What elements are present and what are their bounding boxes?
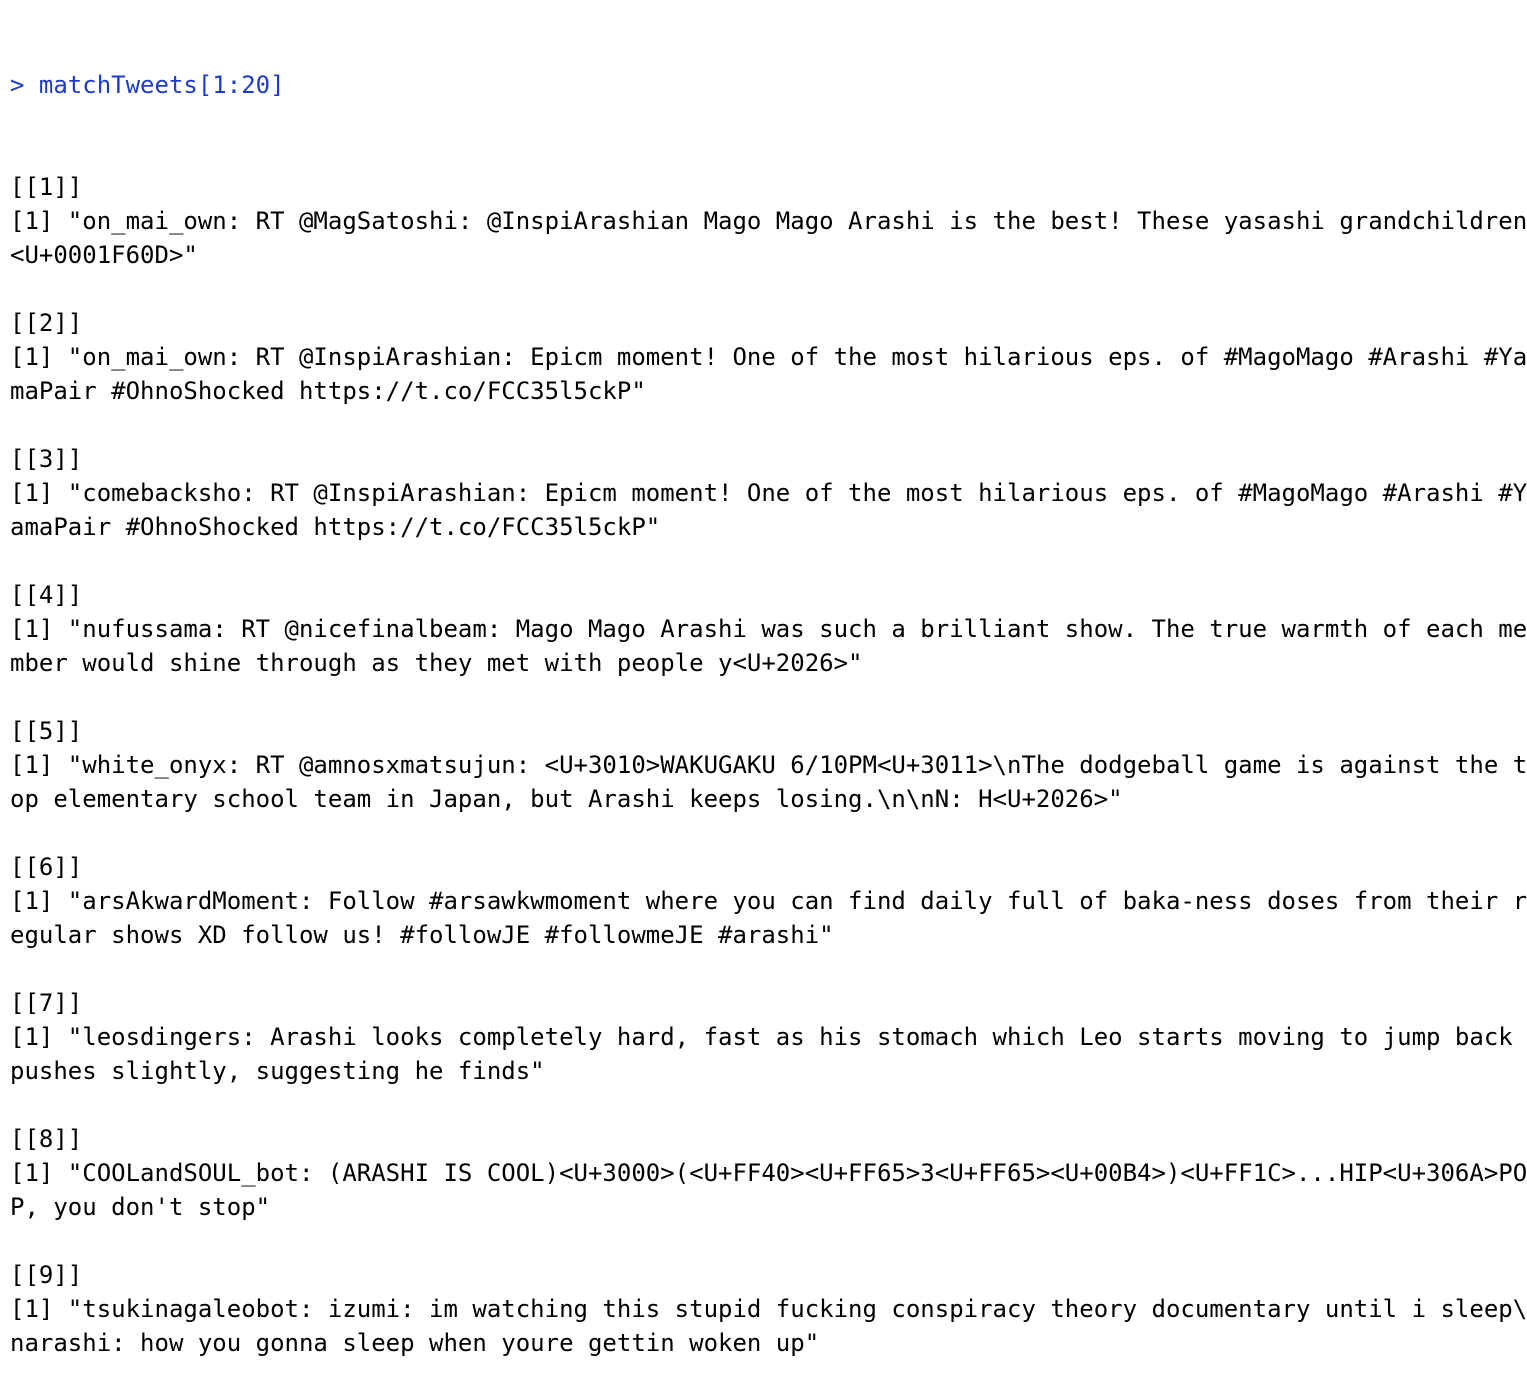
entry-text-line: amaPair #OhnoShocked https://t.co/FCC35l5ckP" — [10, 513, 661, 541]
entry-text-line: <U+0001F60D>" — [10, 241, 198, 269]
command-line[interactable] — [10, 68, 1518, 102]
blank-line — [10, 952, 1518, 986]
prompt-symbol: > — [10, 71, 39, 99]
entry-text-line: pushes slightly, suggesting he finds" — [10, 1057, 545, 1085]
entry-text-line: [1] "on_mai_own: RT @MagSatoshi: @InspiArashian Mago Mago Arashi is the best! These yasashi grandchildren — [10, 207, 1527, 235]
entry-index: [[8]] — [10, 1125, 83, 1153]
output-entry — [10, 442, 1527, 578]
entry-text-line: [1] "arsAkwardMoment: Follow #arsawkwmoment where you can find daily full of baka-ness doses from their r — [10, 887, 1527, 915]
blank-line — [10, 408, 1518, 442]
entry-index: [[1]] — [10, 173, 83, 201]
entry-index: [[2]] — [10, 309, 83, 337]
output-entries — [10, 170, 1527, 1360]
entry-text-line: P, you don't stop" — [10, 1193, 271, 1221]
entry-text-line: narashi: how you gonna sleep when youre gettin woken up" — [10, 1329, 820, 1357]
entry-text-line: maPair #OhnoShocked https://t.co/FCC35l5ckP" — [10, 377, 646, 405]
entry-text-line: [1] "leosdingers: Arashi looks completely hard, fast as his stomach which Leo starts moving to jump back — [10, 1023, 1513, 1051]
output-entry — [10, 1258, 1527, 1360]
entry-text-line: mber would shine through as they met with people y<U+2026>" — [10, 649, 863, 677]
output-entry — [10, 1122, 1527, 1258]
blank-line — [10, 1224, 1518, 1258]
output-entry — [10, 850, 1527, 986]
command-text: matchTweets[1:20] — [38, 71, 285, 99]
blank-line — [10, 816, 1518, 850]
entry-index: [[7]] — [10, 989, 83, 1017]
entry-text-line: [1] "nufussama: RT @nicefinalbeam: Mago Mago Arashi was such a brilliant show. The true warmth of each me — [10, 615, 1527, 643]
r-console-output — [10, 0, 1527, 1357]
entry-text-line: [1] "white_onyx: RT @amnosxmatsujun: <U+3010>WAKUGAKU 6/10PM<U+3011>\nThe dodgeball game is against the t — [10, 751, 1527, 779]
entry-index: [[3]] — [10, 445, 83, 473]
blank-line — [10, 272, 1518, 306]
entry-index: [[6]] — [10, 853, 83, 881]
entry-text-line: [1] "COOLandSOUL_bot: (ARASHI IS COOL)<U+3000>(<U+FF40><U+FF65>3<U+FF65><U+00B4>)<U+FF1C>...HIP<U+306A>PO — [10, 1159, 1527, 1187]
entry-index: [[9]] — [10, 1261, 83, 1289]
entry-index: [[5]] — [10, 717, 83, 745]
blank-line — [10, 680, 1518, 714]
blank-line — [10, 1088, 1518, 1122]
entry-text-line: [1] "tsukinagaleobot: izumi: im watching this stupid fucking conspiracy theory documentary until i sleep\ — [10, 1295, 1527, 1323]
output-entry — [10, 986, 1518, 1122]
entry-text-line: [1] "on_mai_own: RT @InspiArashian: Epicm moment! One of the most hilarious eps. of #MagoMago #Arashi #Ya — [10, 343, 1527, 371]
output-entry — [10, 170, 1527, 306]
entry-text-line: op elementary school team in Japan, but Arashi keeps losing.\n\nN: H<U+2026>" — [10, 785, 1123, 813]
output-entry — [10, 578, 1527, 714]
entry-text-line: [1] "comebacksho: RT @InspiArashian: Epicm moment! One of the most hilarious eps. of #MagoMago #Arashi #Y — [10, 479, 1527, 507]
blank-line — [10, 544, 1518, 578]
entry-text-line: egular shows XD follow us! #followJE #followmeJE #arashi" — [10, 921, 834, 949]
output-entry — [10, 306, 1527, 442]
entry-index: [[4]] — [10, 581, 83, 609]
output-entry — [10, 714, 1527, 850]
